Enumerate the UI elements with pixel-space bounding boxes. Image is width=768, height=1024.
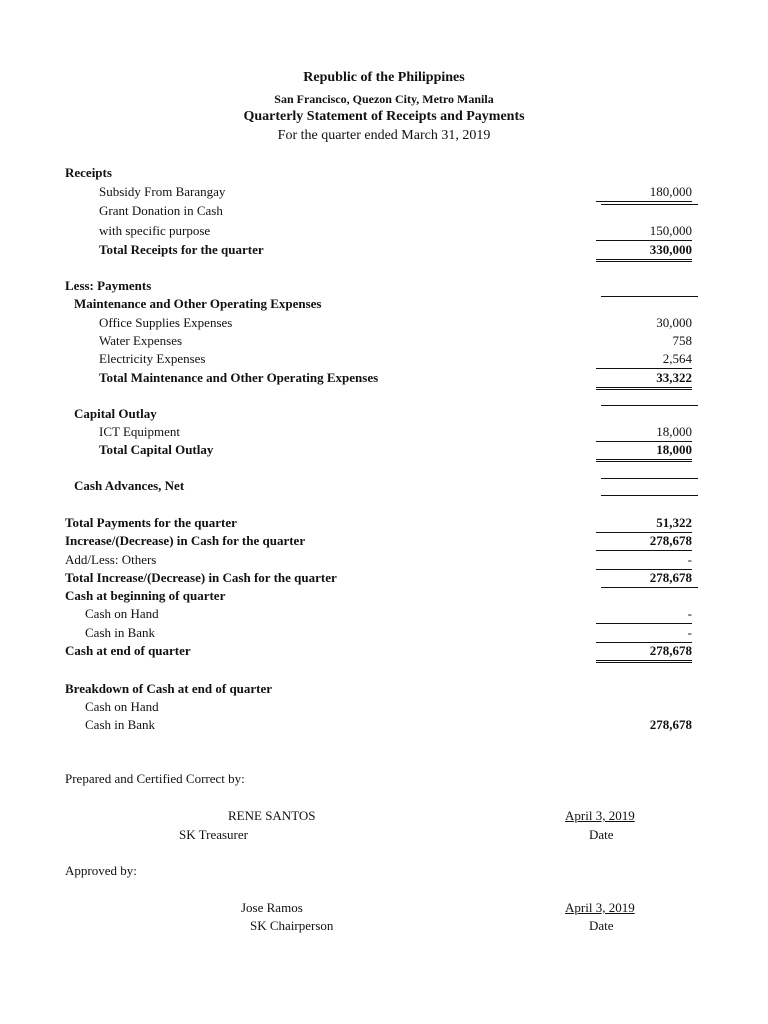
ict-label: ICT Equipment [99,424,181,439]
office-label: Office Supplies Expenses [99,315,233,330]
statement-title: Quarterly Statement of Receipts and Payments [243,109,525,124]
water-label: Water Expenses [99,333,183,348]
electricity-label: Electricity Expenses [99,351,206,366]
beginning-rule [601,587,698,588]
ict-value: 18,000 [596,423,692,442]
period-subtitle: For the quarter ended March 31, 2019 [277,128,491,143]
treasurer-title: SK Treasurer [179,827,248,842]
total-payments-value: 51,322 [596,514,692,533]
beginning-label: Cash at beginning of quarter [65,588,226,603]
others-value: - [596,551,692,570]
capital-heading-row [0,405,768,423]
beginning-row [0,587,768,605]
total-payments-row [0,514,768,532]
mooe-total-row [0,369,768,387]
breakdown-heading-row [0,680,768,698]
water-row [0,332,768,350]
mooe-total-label: Total Maintenance and Other Operating Expenses [99,370,379,385]
cash-bank-value: - [596,624,692,643]
total-receipts-label: Total Receipts for the quarter [99,242,264,257]
chair-date: April 3, 2019 [565,900,635,915]
capital-heading: Capital Outlay [74,406,157,421]
cash-end-row [0,642,768,660]
total-increase-row [0,569,768,587]
treasurer-date-label: Date [589,827,614,842]
mooe-heading-row [0,295,768,313]
grant-label-2: with specific purpose [99,223,211,238]
total-increase-value: 278,678 [649,570,692,585]
subsidy-row [0,183,768,201]
location-heading: San Francisco, Quezon City, Metro Manila [274,92,494,106]
office-top-rule [601,296,698,297]
approved-label: Approved by: [65,863,137,878]
breakdown-heading: Breakdown of Cash at end of quarter [65,681,273,696]
cash-advances-rule-2 [601,495,698,496]
electricity-value: 2,564 [596,350,692,369]
cash-advances-label: Cash Advances, Net [74,478,185,493]
others-label: Add/Less: Others [65,552,157,567]
increase-value: 278,678 [596,532,692,551]
office-row [0,314,768,332]
subsidy-label: Subsidy From Barangay [99,184,226,199]
mooe-heading: Maintenance and Other Operating Expenses [74,296,322,311]
breakdown-hand-row [0,698,768,716]
receipts-heading-row [0,164,768,182]
cash-bank-label: Cash in Bank [85,625,156,640]
payments-heading-row [0,277,768,295]
breakdown-bank-label: Cash in Bank [85,717,156,732]
cash-end-value: 278,678 [596,642,692,663]
prepared-label: Prepared and Certified Correct by: [65,771,245,786]
republic-heading: Republic of the Philippines [303,70,465,85]
treasurer-date: April 3, 2019 [565,808,635,823]
chair-title: SK Chairperson [250,918,334,933]
capital-total-value: 18,000 [596,441,692,462]
water-value: 758 [672,333,692,348]
total-payments-label: Total Payments for the quarter [65,515,237,530]
breakdown-hand-label: Cash on Hand [85,699,159,714]
grant-row-2 [0,222,768,240]
breakdown-bank-value: 278,678 [649,717,692,732]
total-receipts-value: 330,000 [596,241,692,262]
cash-bank-row [0,624,768,642]
cash-hand-label: Cash on Hand [85,606,159,621]
receipts-heading: Receipts [65,165,112,180]
payments-heading: Less: Payments [65,278,152,293]
capital-total-row [0,441,768,459]
cash-advances-row [0,477,768,495]
increase-label: Increase/(Decrease) in Cash for the quarter [65,533,306,548]
treasurer-name: RENE SANTOS [228,808,316,823]
ict-row [0,423,768,441]
total-increase-label: Total Increase/(Decrease) in Cash for the quarter [65,570,337,585]
cash-end-label: Cash at end of quarter [65,643,191,658]
total-receipts-row [0,241,768,259]
electricity-row [0,350,768,368]
cash-advances-rule [601,478,698,479]
grant-top-rule [601,204,698,205]
grant-label-1: Grant Donation in Cash [99,203,223,218]
subsidy-value: 180,000 [596,183,692,202]
others-row [0,551,768,569]
capital-total-label: Total Capital Outlay [99,442,214,457]
chair-date-label: Date [589,918,614,933]
cash-hand-row [0,605,768,623]
cash-hand-value: - [596,605,692,624]
increase-row [0,532,768,550]
chair-name: Jose Ramos [241,900,303,915]
mooe-total-value: 33,322 [596,369,692,390]
breakdown-bank-row [0,716,768,734]
ict-top-rule [601,405,698,406]
office-value: 30,000 [656,315,692,330]
grant-value: 150,000 [596,222,692,241]
